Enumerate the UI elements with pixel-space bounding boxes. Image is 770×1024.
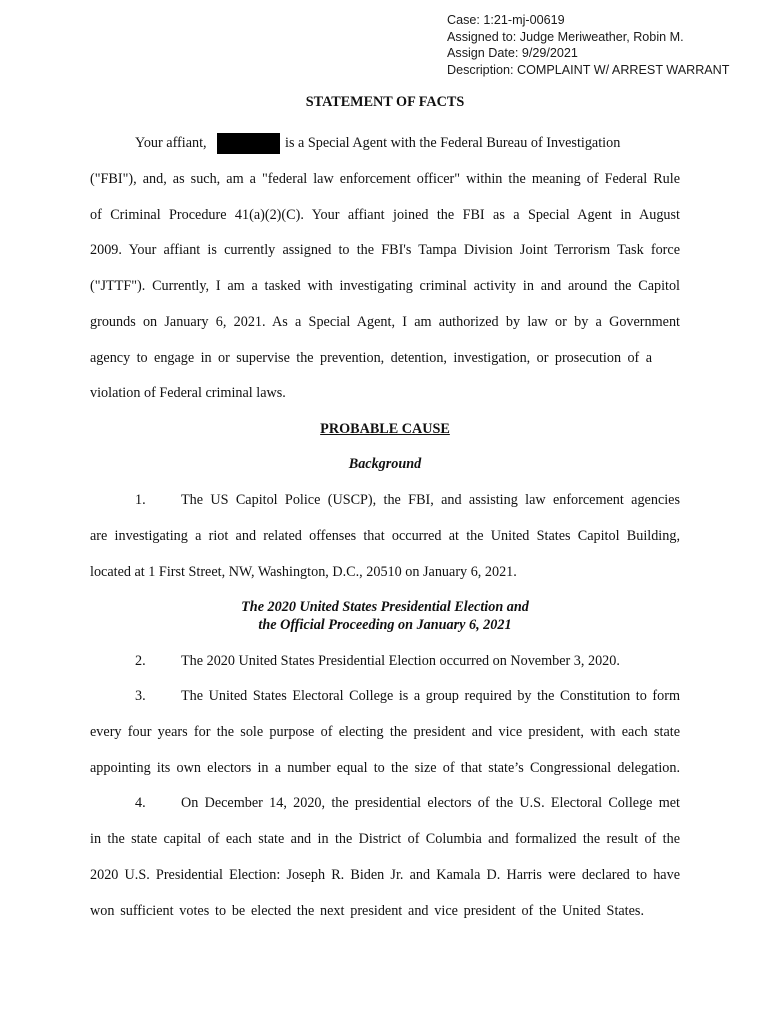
case-number: Case: 1:21-mj-00619: [447, 13, 565, 27]
background-subheading: Background: [348, 456, 422, 472]
facts-line: 2009. Your affiant is currently assigned to the FBI's Tampa Division Joint Terrorism Task force: [90, 242, 680, 258]
election-subheading-line-1: The 2020 United States Presidential Election and: [241, 599, 529, 615]
assign-date: Assign Date: 9/29/2021: [447, 46, 578, 60]
statement-of-facts-heading: STATEMENT OF FACTS: [305, 94, 465, 110]
facts-line-1-prefix: Your affiant,: [135, 135, 207, 151]
facts-line-1-suffix: is a Special Agent with the Federal Bureau of Investigation: [285, 135, 621, 151]
paragraph-1-first-line: The US Capitol Police (USCP), the FBI, and assisting law enforcement agencies: [181, 492, 680, 508]
paragraph-1-line: are investigating a riot and related offenses that occurred at the United States Capitol Building,: [90, 528, 680, 544]
redaction-bar: [217, 133, 280, 154]
facts-line: of Criminal Procedure 41(a)(2)(C). Your affiant joined the FBI as a Special Agent in August: [90, 207, 680, 223]
paragraph-4-line: won sufficient votes to be elected the next president and vice president of the United States.: [90, 903, 644, 919]
paragraph-4-line: in the state capital of each state and in the District of Columbia and formalized the result of the: [90, 831, 680, 847]
paragraph-number: 3.: [135, 688, 146, 704]
paragraph-number: 1.: [135, 492, 146, 508]
paragraph-3-first-line: The United States Electoral College is a group required by the Constitution to form: [181, 688, 680, 704]
election-subheading-line-2: the Official Proceeding on January 6, 2021: [258, 617, 512, 633]
facts-line: ("JTTF"). Currently, I am a tasked with investigating criminal activity in and around the Capitol: [90, 278, 680, 294]
paragraph-number: 4.: [135, 795, 146, 811]
facts-line: violation of Federal criminal laws.: [90, 385, 286, 401]
paragraph-1-line: located at 1 First Street, NW, Washington, D.C., 20510 on January 6, 2021.: [90, 564, 517, 580]
case-stamp: [447, 12, 765, 78]
facts-line: agency to engage in or supervise the prevention, detention, investigation, or prosecution of a: [90, 350, 652, 366]
probable-cause-heading: PROBABLE CAUSE: [320, 421, 450, 437]
paragraph-3-line: every four years for the sole purpose of electing the president and vice president, with each state: [90, 724, 680, 740]
facts-line: ("FBI"), and, as such, am a "federal law enforcement officer" within the meaning of Federal Rule: [90, 171, 680, 187]
paragraph-number: 2.: [135, 653, 146, 669]
facts-line: grounds on January 6, 2021. As a Special Agent, I am authorized by law or by a Government: [90, 314, 680, 330]
case-description: Description: COMPLAINT W/ ARREST WARRANT: [447, 62, 730, 77]
paragraph-4-first-line: On December 14, 2020, the presidential electors of the U.S. Electoral College met: [181, 795, 680, 811]
paragraph-3-line: appointing its own electors in a number equal to the size of that state’s Congressional delegation.: [90, 760, 680, 776]
paragraph-4-line: 2020 U.S. Presidential Election: Joseph R. Biden Jr. and Kamala D. Harris were declared to have: [90, 867, 680, 883]
paragraph-2-first-line: The 2020 United States Presidential Election occurred on November 3, 2020.: [181, 653, 620, 669]
assigned-judge: Assigned to: Judge Meriweather, Robin M.: [447, 29, 684, 44]
